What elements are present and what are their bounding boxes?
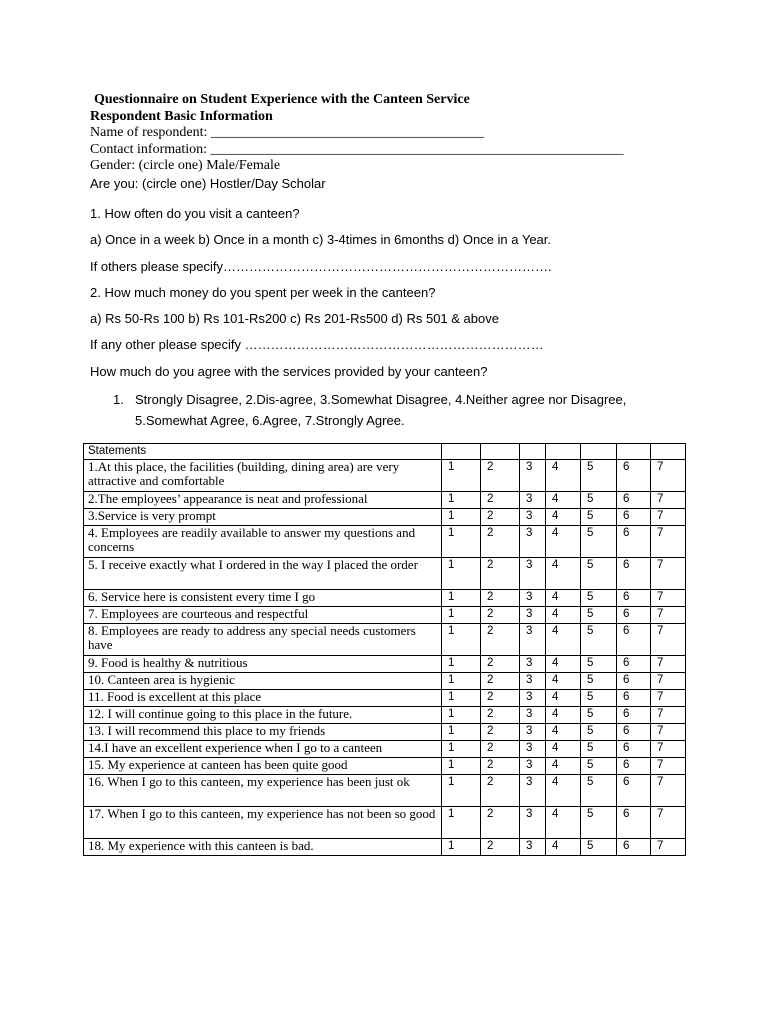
- name-of-respondent-field[interactable]: Name of respondent: _______________________________________: [90, 125, 484, 140]
- table-row: [84, 707, 686, 724]
- rating-option-2[interactable]: 2: [481, 558, 520, 590]
- rating-option-3[interactable]: 3: [520, 590, 546, 607]
- rating-option-4[interactable]: 4: [546, 673, 581, 690]
- rating-option-2[interactable]: 2: [481, 673, 520, 690]
- rating-option-1[interactable]: 1: [442, 807, 481, 839]
- rating-option-3[interactable]: 3: [520, 673, 546, 690]
- rating-option-4[interactable]: 4: [546, 807, 581, 839]
- rating-option-5[interactable]: 5: [581, 590, 617, 607]
- rating-option-4[interactable]: 4: [546, 839, 581, 856]
- rating-option-6[interactable]: 6: [617, 758, 651, 775]
- statement-text: 17. When I go to this canteen, my experience has not been so good: [84, 807, 442, 839]
- question-2-options[interactable]: a) Rs 50-Rs 100 b) Rs 101-Rs200 c) Rs 201-Rs500 d) Rs 501 & above: [90, 311, 499, 327]
- rating-option-3[interactable]: 3: [520, 758, 546, 775]
- scale-number: 1.: [113, 392, 124, 407]
- rating-option-3[interactable]: 3: [520, 509, 546, 526]
- rating-option-1[interactable]: 1: [442, 673, 481, 690]
- table-row: [84, 509, 686, 526]
- rating-option-7[interactable]: 7: [651, 758, 686, 775]
- rating-option-1[interactable]: 1: [442, 775, 481, 807]
- gender-field[interactable]: Gender: (circle one) Male/Female: [90, 158, 281, 173]
- rating-option-4[interactable]: 4: [546, 775, 581, 807]
- rating-option-6[interactable]: 6: [617, 690, 651, 707]
- rating-option-2[interactable]: 2: [481, 839, 520, 856]
- rating-option-1[interactable]: 1: [442, 558, 481, 590]
- rating-option-2[interactable]: 2: [481, 607, 520, 624]
- rating-option-7[interactable]: 7: [651, 673, 686, 690]
- rating-option-5[interactable]: 5: [581, 558, 617, 590]
- rating-option-5[interactable]: 5: [581, 656, 617, 673]
- rating-option-3[interactable]: 3: [520, 492, 546, 509]
- rating-option-6[interactable]: 6: [617, 807, 651, 839]
- question-1-options[interactable]: a) Once in a week b) Once in a month c) 3-4times in 6months d) Once in a Year.: [90, 232, 552, 248]
- statement-text: 9. Food is healthy & nutritious: [84, 656, 442, 673]
- rating-option-4[interactable]: 4: [546, 558, 581, 590]
- statement-text: 4. Employees are readily available to answer my questions and concerns: [84, 526, 442, 558]
- table-row: [84, 724, 686, 741]
- rating-option-7[interactable]: 7: [651, 624, 686, 656]
- rating-option-6[interactable]: 6: [617, 460, 651, 492]
- rating-option-3[interactable]: 3: [520, 775, 546, 807]
- rating-option-5[interactable]: 5: [581, 758, 617, 775]
- rating-option-2[interactable]: 2: [481, 526, 520, 558]
- statements-table: [83, 443, 686, 856]
- rating-option-5[interactable]: 5: [581, 724, 617, 741]
- rating-option-4[interactable]: 4: [546, 624, 581, 656]
- table-row: [84, 690, 686, 707]
- rating-option-6[interactable]: 6: [617, 509, 651, 526]
- rating-option-7[interactable]: 7: [651, 724, 686, 741]
- rating-option-2[interactable]: 2: [481, 509, 520, 526]
- rating-option-6[interactable]: 6: [617, 775, 651, 807]
- table-row: [84, 775, 686, 807]
- rating-option-1[interactable]: 1: [442, 839, 481, 856]
- rating-option-1[interactable]: 1: [442, 741, 481, 758]
- rating-option-7[interactable]: 7: [651, 839, 686, 856]
- rating-option-1[interactable]: 1: [442, 656, 481, 673]
- statement-text: 11. Food is excellent at this place: [84, 690, 442, 707]
- table-row: [84, 656, 686, 673]
- statement-text: 13. I will recommend this place to my friends: [84, 724, 442, 741]
- rating-option-1[interactable]: 1: [442, 590, 481, 607]
- rating-option-7[interactable]: 7: [651, 590, 686, 607]
- rating-option-5[interactable]: 5: [581, 673, 617, 690]
- rating-option-2[interactable]: 2: [481, 707, 520, 724]
- respondent-info-section: [90, 92, 690, 192]
- section-subtitle: Respondent Basic Information: [90, 108, 273, 124]
- table-row: [84, 673, 686, 690]
- statement-text: 12. I will continue going to this place in the future.: [84, 707, 442, 724]
- questionnaire-title: Questionnaire on Student Experience with the Canteen Service: [94, 92, 470, 107]
- rating-option-5[interactable]: 5: [581, 509, 617, 526]
- rating-option-4[interactable]: 4: [546, 460, 581, 492]
- statement-text: 3.Service is very prompt: [84, 509, 442, 526]
- rating-option-6[interactable]: 6: [617, 656, 651, 673]
- rating-option-3[interactable]: 3: [520, 690, 546, 707]
- rating-option-4[interactable]: 4: [546, 509, 581, 526]
- rating-option-7[interactable]: 7: [651, 807, 686, 839]
- statement-text: 18. My experience with this canteen is bad.: [84, 839, 442, 856]
- rating-option-3[interactable]: 3: [520, 656, 546, 673]
- question-1: 1. How often do you visit a canteen?: [90, 206, 300, 221]
- rating-option-5[interactable]: 5: [581, 624, 617, 656]
- rating-option-7[interactable]: 7: [651, 690, 686, 707]
- rating-option-4[interactable]: 4: [546, 656, 581, 673]
- rating-option-3[interactable]: 3: [520, 724, 546, 741]
- questions-section: [90, 206, 690, 390]
- rating-option-2[interactable]: 2: [481, 690, 520, 707]
- rating-option-1[interactable]: 1: [442, 707, 481, 724]
- question-2: 2. How much money do you spent per week in the canteen?: [90, 284, 436, 300]
- table-row: [84, 758, 686, 775]
- rating-option-3[interactable]: 3: [520, 526, 546, 558]
- rating-option-7[interactable]: 7: [651, 607, 686, 624]
- contact-information-field[interactable]: Contact information: ___________________________________________________________: [90, 141, 624, 157]
- statement-text: 10. Canteen area is hygienic: [84, 673, 442, 690]
- rating-option-1[interactable]: 1: [442, 724, 481, 741]
- rating-option-3[interactable]: 3: [520, 741, 546, 758]
- rating-option-2[interactable]: 2: [481, 724, 520, 741]
- rating-option-6[interactable]: 6: [617, 724, 651, 741]
- rating-option-5[interactable]: 5: [581, 807, 617, 839]
- statement-text: 16. When I go to this canteen, my experience has been just ok: [84, 775, 442, 807]
- rating-option-1[interactable]: 1: [442, 460, 481, 492]
- rating-option-5[interactable]: 5: [581, 741, 617, 758]
- rating-option-7[interactable]: 7: [651, 775, 686, 807]
- question-2-other[interactable]: If any other please specify ……………………………………………………………: [90, 337, 544, 353]
- rating-option-2[interactable]: 2: [481, 807, 520, 839]
- rating-option-4[interactable]: 4: [546, 492, 581, 509]
- rating-option-5[interactable]: 5: [581, 839, 617, 856]
- table-row: [84, 492, 686, 509]
- rating-option-4[interactable]: 4: [546, 741, 581, 758]
- hostler-day-scholar-field[interactable]: Are you: (circle one) Hostler/Day Scholar: [90, 175, 326, 191]
- table-row: [84, 807, 686, 839]
- rating-option-7[interactable]: 7: [651, 492, 686, 509]
- statement-text: 5. I receive exactly what I ordered in the way I placed the order: [84, 558, 442, 590]
- rating-option-4[interactable]: 4: [546, 590, 581, 607]
- rating-option-1[interactable]: 1: [442, 509, 481, 526]
- rating-option-3[interactable]: 3: [520, 707, 546, 724]
- rating-option-2[interactable]: 2: [481, 590, 520, 607]
- rating-option-5[interactable]: 5: [581, 460, 617, 492]
- rating-option-1[interactable]: 1: [442, 758, 481, 775]
- rating-option-6[interactable]: 6: [617, 673, 651, 690]
- rating-option-2[interactable]: 2: [481, 460, 520, 492]
- table-row: [84, 460, 686, 492]
- rating-option-1[interactable]: 1: [442, 690, 481, 707]
- statement-text: 15. My experience at canteen has been quite good: [84, 758, 442, 775]
- rating-option-1[interactable]: 1: [442, 607, 481, 624]
- rating-option-7[interactable]: 7: [651, 526, 686, 558]
- rating-option-5[interactable]: 5: [581, 775, 617, 807]
- statements-header: Statements: [84, 444, 442, 460]
- table-row: [84, 590, 686, 607]
- rating-option-2[interactable]: 2: [481, 758, 520, 775]
- rating-option-5[interactable]: 5: [581, 492, 617, 509]
- statement-text: 7. Employees are courteous and respectful: [84, 607, 442, 624]
- rating-option-2[interactable]: 2: [481, 741, 520, 758]
- rating-option-2[interactable]: 2: [481, 775, 520, 807]
- rating-option-5[interactable]: 5: [581, 526, 617, 558]
- rating-option-7[interactable]: 7: [651, 741, 686, 758]
- rating-option-2[interactable]: 2: [481, 656, 520, 673]
- rating-option-7[interactable]: 7: [651, 656, 686, 673]
- statement-text: 8. Employees are ready to address any special needs customers have: [84, 624, 442, 656]
- statement-text: 2.The employees’ appearance is neat and professional: [84, 492, 442, 509]
- rating-option-6[interactable]: 6: [617, 607, 651, 624]
- rating-option-4[interactable]: 4: [546, 758, 581, 775]
- question-3: How much do you agree with the services provided by your canteen?: [90, 363, 488, 379]
- table-row: [84, 624, 686, 656]
- rating-option-7[interactable]: 7: [651, 558, 686, 590]
- statement-text: 14.I have an excellent experience when I go to a canteen: [84, 741, 442, 758]
- table-header-row: [84, 444, 686, 460]
- rating-option-7[interactable]: 7: [651, 460, 686, 492]
- rating-option-5[interactable]: 5: [581, 607, 617, 624]
- rating-option-3[interactable]: 3: [520, 607, 546, 624]
- table-row: [84, 526, 686, 558]
- rating-option-4[interactable]: 4: [546, 607, 581, 624]
- rating-option-1[interactable]: 1: [442, 492, 481, 509]
- statement-text: 6. Service here is consistent every time I go: [84, 590, 442, 607]
- rating-option-6[interactable]: 6: [617, 558, 651, 590]
- rating-option-7[interactable]: 7: [651, 509, 686, 526]
- rating-option-2[interactable]: 2: [481, 492, 520, 509]
- rating-option-3[interactable]: 3: [520, 558, 546, 590]
- rating-option-3[interactable]: 3: [520, 807, 546, 839]
- statement-text: 1.At this place, the facilities (building, dining area) are very attractive and comfortable: [84, 460, 442, 492]
- rating-option-6[interactable]: 6: [617, 492, 651, 509]
- rating-option-3[interactable]: 3: [520, 839, 546, 856]
- rating-option-6[interactable]: 6: [617, 590, 651, 607]
- rating-option-5[interactable]: 5: [581, 707, 617, 724]
- rating-option-4[interactable]: 4: [546, 690, 581, 707]
- rating-option-7[interactable]: 7: [651, 707, 686, 724]
- rating-option-1[interactable]: 1: [442, 624, 481, 656]
- rating-option-6[interactable]: 6: [617, 707, 651, 724]
- rating-option-2[interactable]: 2: [481, 624, 520, 656]
- rating-option-5[interactable]: 5: [581, 690, 617, 707]
- rating-option-4[interactable]: 4: [546, 526, 581, 558]
- rating-option-3[interactable]: 3: [520, 624, 546, 656]
- rating-option-6[interactable]: 6: [617, 741, 651, 758]
- question-1-other[interactable]: If others please specify………………………………………………………………….: [90, 258, 552, 274]
- rating-option-6[interactable]: 6: [617, 624, 651, 656]
- rating-option-6[interactable]: 6: [617, 839, 651, 856]
- rating-option-1[interactable]: 1: [442, 526, 481, 558]
- rating-option-4[interactable]: 4: [546, 724, 581, 741]
- rating-option-6[interactable]: 6: [617, 526, 651, 558]
- table-row: [84, 558, 686, 590]
- scale-description: Strongly Disagree, 2.Dis-agree, 3.Somewhat Disagree, 4.Neither agree nor Disagree, 5.Somewhat Agree, 6.Agree, 7.Strongly Agree.: [135, 392, 627, 428]
- table-row: [84, 607, 686, 624]
- table-row: [84, 839, 686, 856]
- rating-option-3[interactable]: 3: [520, 460, 546, 492]
- table-row: [84, 741, 686, 758]
- rating-option-4[interactable]: 4: [546, 707, 581, 724]
